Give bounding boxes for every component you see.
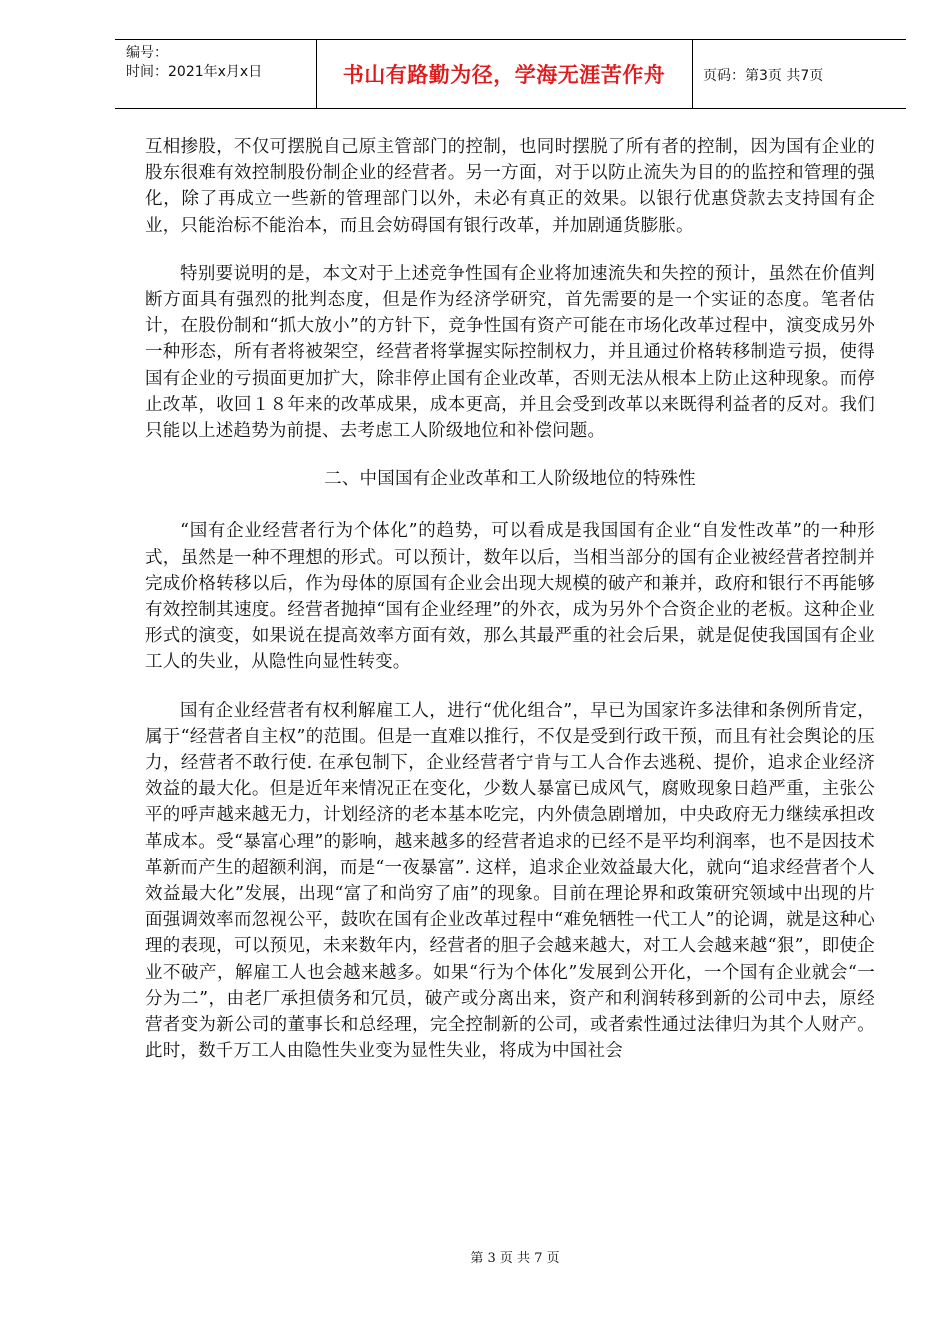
paragraph: “国有企业经营者行为个体化”的趋势，可以看成是我国国有企业“自发性改革”的一种形式，虽然是一种不理想的形式。可以预计，数年以后，当相当部分的国有企业被经营者控制并完成价格转移以后，作为母体的原国有企业会出现大规模的破产和兼并，政府和银行不再能够有效控制其速度。经营者抛掉“国有企业经理”的外衣，成为另外个合资企业的老板。这种企业形式的演变，如果说在提高效率方面有效，那么其最严重的社会后果，就是促使我国国有企业工人的失业，从隐性向显性转变。 xyxy=(145,521,875,673)
page-number-label: 页码：第3页 共7页 xyxy=(703,68,824,84)
serial-label: 编号： xyxy=(126,45,168,61)
time-label: 时间：2021年x月x日 xyxy=(126,64,263,80)
motto-text: 书山有路勤为径，学海无涯苦作舟 xyxy=(342,63,666,87)
paragraph: 国有企业经营者有权利解雇工人，进行“优化组合”，早已为国家许多法律和条例所肯定，属于“经营者自主权”的范围。但是一直难以推行，不仅是受到行政干预，而且有社会舆论的压力，经营者不敢行使. 在承包制下，企业经营者宁肯与工人合作去逃税、提价，追求企业经济效益的最大化。但是近年来情况正在变化，少数人暴富已成风气，腐败现象日趋严重，主张公平的呼声越来越无力，计划经济的老本基本吃完，内外债急剧增加，中央政府无力继续承担改革成本。受“暴富心理”的影响，越来越多的经营者追求的已经不是平均利润率，也不是因技术革新而产生的超额利润，而是“一夜暴富”. 这样，追求企业效益最大化，就向“追求经营者个人效益最大化”发展，出现“富了和尚穷了庙”的现象。目前在理论界和政策研究领域中出现的片面强调效率而忽视公平，鼓吹在国有企业改革过程中“难免牺牲一代工人”的论调，就是这种心理的表现，可以预见，未来数年内，经营者的胆子会越来越大，对工人会越来越“狠”，即使企业不破产，解雇工人也会越来越多。如果“行为个体化”发展到公开化，一个国有企业就会“一分为二”，由老厂承担债务和冗员，破产或分离出来，资产和利润转移到新的公司中去，原经营者变为新公司的董事长和总经理，完全控制新的公司，或者索性通过法律归为其个人财产。此时，数千万工人由隐性失业变为显性失业，将成为中国社会 xyxy=(145,700,875,1062)
page-header xyxy=(115,39,906,109)
header-meta-cell xyxy=(115,40,317,108)
header-motto-cell xyxy=(316,40,693,108)
paragraph: 互相掺股，不仅可摆脱自己原主管部门的控制，也同时摆脱了所有者的控制，因为国有企业的股东很难有效控制股份制企业的经营者。另一方面，对于以防止流失为目的的监控和管理的强化，除了再成立一些新的管理部门以外，未必有真正的效果。以银行优惠贷款去支持国有企业，只能治标不能治本，而且会妨碍国有银行改革，并加剧通货膨胀。 xyxy=(145,137,875,236)
section-heading: 二、中国国有企业改革和工人阶级地位的特殊性 xyxy=(324,469,696,490)
page-footer: 第 3 页 共 7 页 xyxy=(470,1251,560,1266)
document-body xyxy=(145,134,875,1087)
paragraph: 特别要说明的是，本文对于上述竞争性国有企业将加速流失和失控的预计，虽然在价值判断方面具有强烈的批判态度，但是作为经济学研究，首先需要的是一个实证的态度。笔者估计，在股份制和“抓大放小”的方针下，竞争性国有资产可能在市场化改革过程中，演变成另外一种形态，所有者将被架空，经营者将掌握实际控制权力，并且通过价格转移制造亏损，使得国有企业的亏损面更加扩大，除非停止国有企业改革，否则无法从根本上防止这种现象。而停止改革，收回１８年来的改革成果，成本更高，并且会受到改革以来既得利益者的反对。我们只能以上述趋势为前提、去考虑工人阶级地位和补偿问题。 xyxy=(145,263,875,442)
